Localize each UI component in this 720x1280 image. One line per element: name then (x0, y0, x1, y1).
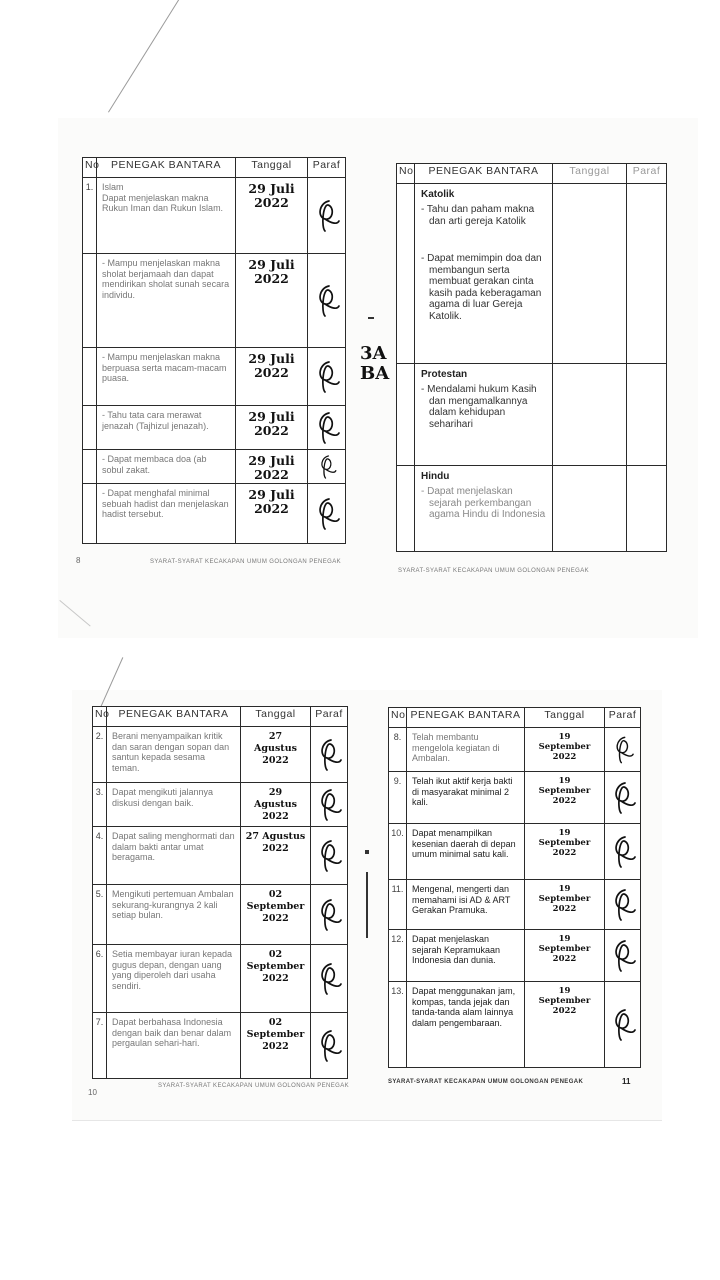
date-handwritten: 19 September 2022 (525, 982, 605, 1068)
page-number: 11 (622, 1077, 631, 1086)
page-number: 10 (88, 1088, 97, 1097)
signature-mark (609, 937, 637, 975)
page-footer: SYARAT-SYARAT KECAKAPAN UMUM GOLONGAN PENEGAK (150, 559, 342, 565)
table-row (389, 772, 641, 824)
row-number: 11. (389, 880, 407, 930)
signature-mark (313, 197, 341, 235)
signature-cell (308, 348, 346, 406)
row-number (397, 184, 415, 364)
date-cell (553, 184, 627, 364)
table-row (83, 254, 346, 348)
signature-mark (313, 495, 341, 533)
row-number: 7. (93, 1013, 107, 1079)
signature-cell (311, 727, 348, 783)
date-handwritten: 02 September 2022 (241, 885, 311, 945)
table-row (389, 930, 641, 982)
page-footer: SYARAT-SYARAT KECAKAPAN UMUM GOLONGAN PENEGAK (388, 1079, 584, 1085)
date-cell (553, 466, 627, 552)
signature-cell (311, 1013, 348, 1079)
signature-cell (605, 880, 641, 930)
signature-mark (315, 896, 343, 934)
header-paraf: Paraf (627, 164, 667, 184)
date-handwritten: 29 Agustus 2022 (241, 783, 311, 827)
top-left-table (82, 157, 346, 544)
paper-edge (108, 0, 188, 113)
table-row (93, 1013, 348, 1079)
date-handwritten: 29 Juli 2022 (236, 178, 308, 254)
requirement-text: Dapat saling menghormati dan dalam bakti antar umat beragama. (107, 827, 241, 885)
header-no: No (397, 164, 415, 184)
table-row (389, 982, 641, 1068)
header-no: No (93, 707, 107, 727)
row-number (83, 450, 97, 484)
requirement-text: Dapat mengikuti jalannya diskusi dengan baik. (107, 783, 241, 827)
signature-mark (315, 736, 343, 774)
date-handwritten: 19 September 2022 (525, 880, 605, 930)
signature-cell (627, 364, 667, 466)
requirement-text: Dapat menggunakan jam, kompas, tanda jejak dan tanda-tanda alam lainnya dalam pengembaraan. (407, 982, 525, 1068)
signature-mark (609, 886, 637, 924)
table-row (389, 728, 641, 772)
signature-cell (627, 184, 667, 364)
requirement-text: Setia membayar iuran kepada gugus depan, dengan uang yang diperoleh dari usaha sendiri. (107, 945, 241, 1013)
requirement-text: - Dapat memimpin doa dan membangun serta membuat gerakan cinta kasih pada keberagaman agama di luar Gereja Katolik. (421, 253, 542, 322)
header-tanggal: Tanggal (553, 164, 627, 184)
requirement-text: - Tahu dan paham makna dan arti gereja Katolik (421, 204, 535, 227)
table-row (397, 364, 667, 466)
signature-mark (315, 837, 343, 875)
requirement-text: - Dapat membaca doa (ab sobul zakat. (97, 450, 236, 484)
table-row (93, 827, 348, 885)
date-handwritten: 29 Juli 2022 (236, 484, 308, 544)
table-row (83, 348, 346, 406)
header-no: No (83, 158, 97, 178)
table-row (397, 184, 667, 364)
requirement-text: - Mampu menjelaskan makna sholat berjamaah dan dapat mendirikan sholat sunah secara individu. (97, 254, 236, 348)
signature-cell (605, 824, 641, 880)
requirement-text: Islam Dapat menjelaskan makna Rukun Iman dan Rukun Islam. (97, 178, 236, 254)
row-number: 5. (93, 885, 107, 945)
signature-mark (609, 833, 637, 871)
signature-mark (609, 779, 637, 817)
date-handwritten: 29 Juli 2022 (236, 450, 308, 484)
table-row (93, 727, 348, 783)
signature-cell (308, 484, 346, 544)
religion-section-katolik (415, 184, 553, 364)
requirement-text: Mengenal, mengerti dan memahami isi AD & ART Gerakan Pramuka. (407, 880, 525, 930)
margin-mark (366, 872, 368, 938)
table-row (389, 824, 641, 880)
table-row (389, 880, 641, 930)
margin-mark (365, 850, 369, 854)
row-number: 8. (389, 728, 407, 772)
date-handwritten: 02 September 2022 (241, 1013, 311, 1079)
date-cell (553, 364, 627, 466)
date-handwritten: 19 September 2022 (525, 824, 605, 880)
row-number (397, 466, 415, 552)
row-number: 10. (389, 824, 407, 880)
header-penegak-bantara: PENEGAK BANTARA (407, 708, 525, 728)
table-row (93, 783, 348, 827)
requirement-text: Telah ikut aktif kerja bakti di masyarakat minimal 2 kali. (407, 772, 525, 824)
section-heading: Protestan (421, 369, 468, 380)
header-paraf: Paraf (605, 708, 641, 728)
table-row (93, 885, 348, 945)
row-number: 13. (389, 982, 407, 1068)
table-row (83, 178, 346, 254)
date-handwritten: 19 September 2022 (525, 930, 605, 982)
header-penegak-bantara: PENEGAK BANTARA (415, 164, 553, 184)
requirement-text: - Tahu tata cara merawat jenazah (Tajhizul jenazah). (97, 406, 236, 450)
religion-section-protestan (415, 364, 553, 466)
row-number: 12. (389, 930, 407, 982)
signature-cell (311, 945, 348, 1013)
handwritten-margin-note: 3A BA (360, 343, 390, 384)
table-row (83, 484, 346, 544)
signature-cell (311, 885, 348, 945)
row-number: 6. (93, 945, 107, 1013)
header-paraf: Paraf (308, 158, 346, 178)
row-number (83, 484, 97, 544)
header-tanggal: Tanggal (525, 708, 605, 728)
signature-cell (605, 930, 641, 982)
row-number: 4. (93, 827, 107, 885)
date-handwritten: 19 September 2022 (525, 728, 605, 772)
signature-cell (308, 406, 346, 450)
signature-mark (313, 358, 341, 396)
header-no: No (389, 708, 407, 728)
page-footer: SYARAT-SYARAT KECAKAPAN UMUM GOLONGAN PENEGAK (398, 568, 590, 574)
header-tanggal: Tanggal (241, 707, 311, 727)
date-handwritten: 29 Juli 2022 (236, 406, 308, 450)
requirement-text: - Dapat menjelaskan sejarah perkembangan agama Hindu di Indonesia (421, 486, 546, 520)
requirement-text: - Dapat menghafal minimal sebuah hadist dan menjelaskan hadist tersebut. (97, 484, 236, 544)
requirement-text: Dapat menampilkan kesenian daerah di depan umum minimal satu kali. (407, 824, 525, 880)
page-footer: SYARAT-SYARAT KECAKAPAN UMUM GOLONGAN PENEGAK (158, 1083, 350, 1089)
table-row (397, 466, 667, 552)
requirement-text: Berani menyampaikan kritik dan saran dengan sopan dan santun kepada sesama teman. (107, 727, 241, 783)
signature-mark (313, 282, 341, 320)
signature-mark (313, 409, 341, 447)
bottom-left-table (92, 706, 348, 1079)
row-number (83, 348, 97, 406)
signature-cell (308, 178, 346, 254)
bottom-right-table (388, 707, 641, 1068)
margin-mark (368, 317, 374, 319)
requirement-text: - Mendalami hukum Kasih dan mengamalkannya dalam kehidupan seharihari (421, 384, 537, 430)
religion-section-hindu (415, 466, 553, 552)
requirement-text: - Mampu menjelaskan makna berpuasa serta macam-macam puasa. (97, 348, 236, 406)
top-right-table (396, 163, 667, 552)
header-penegak-bantara: PENEGAK BANTARA (107, 707, 241, 727)
requirement-text: Dapat menjelaskan sejarah Kepramukaan Indonesia dan dunia. (407, 930, 525, 982)
signature-cell (311, 827, 348, 885)
section-heading: Katolik (421, 189, 455, 200)
header-penegak-bantara: PENEGAK BANTARA (97, 158, 236, 178)
signature-mark (609, 734, 637, 766)
row-number: 3. (93, 783, 107, 827)
section-heading: Hindu (421, 471, 450, 482)
table-row (83, 406, 346, 450)
requirement-text: Telah membantu mengelola kegiatan di Ambalan. (407, 728, 525, 772)
signature-mark (313, 453, 341, 481)
row-number: 1. (83, 178, 97, 254)
header-tanggal: Tanggal (236, 158, 308, 178)
table-row (93, 945, 348, 1013)
date-handwritten: 29 Juli 2022 (236, 254, 308, 348)
signature-cell (605, 728, 641, 772)
signature-cell (311, 783, 348, 827)
requirement-text: Dapat berbahasa Indonesia dengan baik dan benar dalam pergaulan sehari-hari. (107, 1013, 241, 1079)
row-number (397, 364, 415, 466)
signature-cell (308, 450, 346, 484)
date-handwritten: 27 Agustus 2022 (241, 827, 311, 885)
table-row (83, 450, 346, 484)
signature-mark (315, 786, 343, 824)
date-handwritten: 29 Juli 2022 (236, 348, 308, 406)
row-number: 2. (93, 727, 107, 783)
page-number: 8 (76, 556, 81, 565)
signature-mark (315, 960, 343, 998)
signature-cell (605, 982, 641, 1068)
date-handwritten: 02 September 2022 (241, 945, 311, 1013)
row-number (83, 406, 97, 450)
requirement-text: Mengikuti pertemuan Ambalan sekurang-kurangnya 2 kali setiap bulan. (107, 885, 241, 945)
row-number: 9. (389, 772, 407, 824)
date-handwritten: 27 Agustus 2022 (241, 727, 311, 783)
row-number (83, 254, 97, 348)
header-paraf: Paraf (311, 707, 348, 727)
signature-mark (609, 1006, 637, 1044)
signature-mark (315, 1027, 343, 1065)
signature-cell (308, 254, 346, 348)
signature-cell (627, 466, 667, 552)
date-handwritten: 19 September 2022 (525, 772, 605, 824)
signature-cell (605, 772, 641, 824)
